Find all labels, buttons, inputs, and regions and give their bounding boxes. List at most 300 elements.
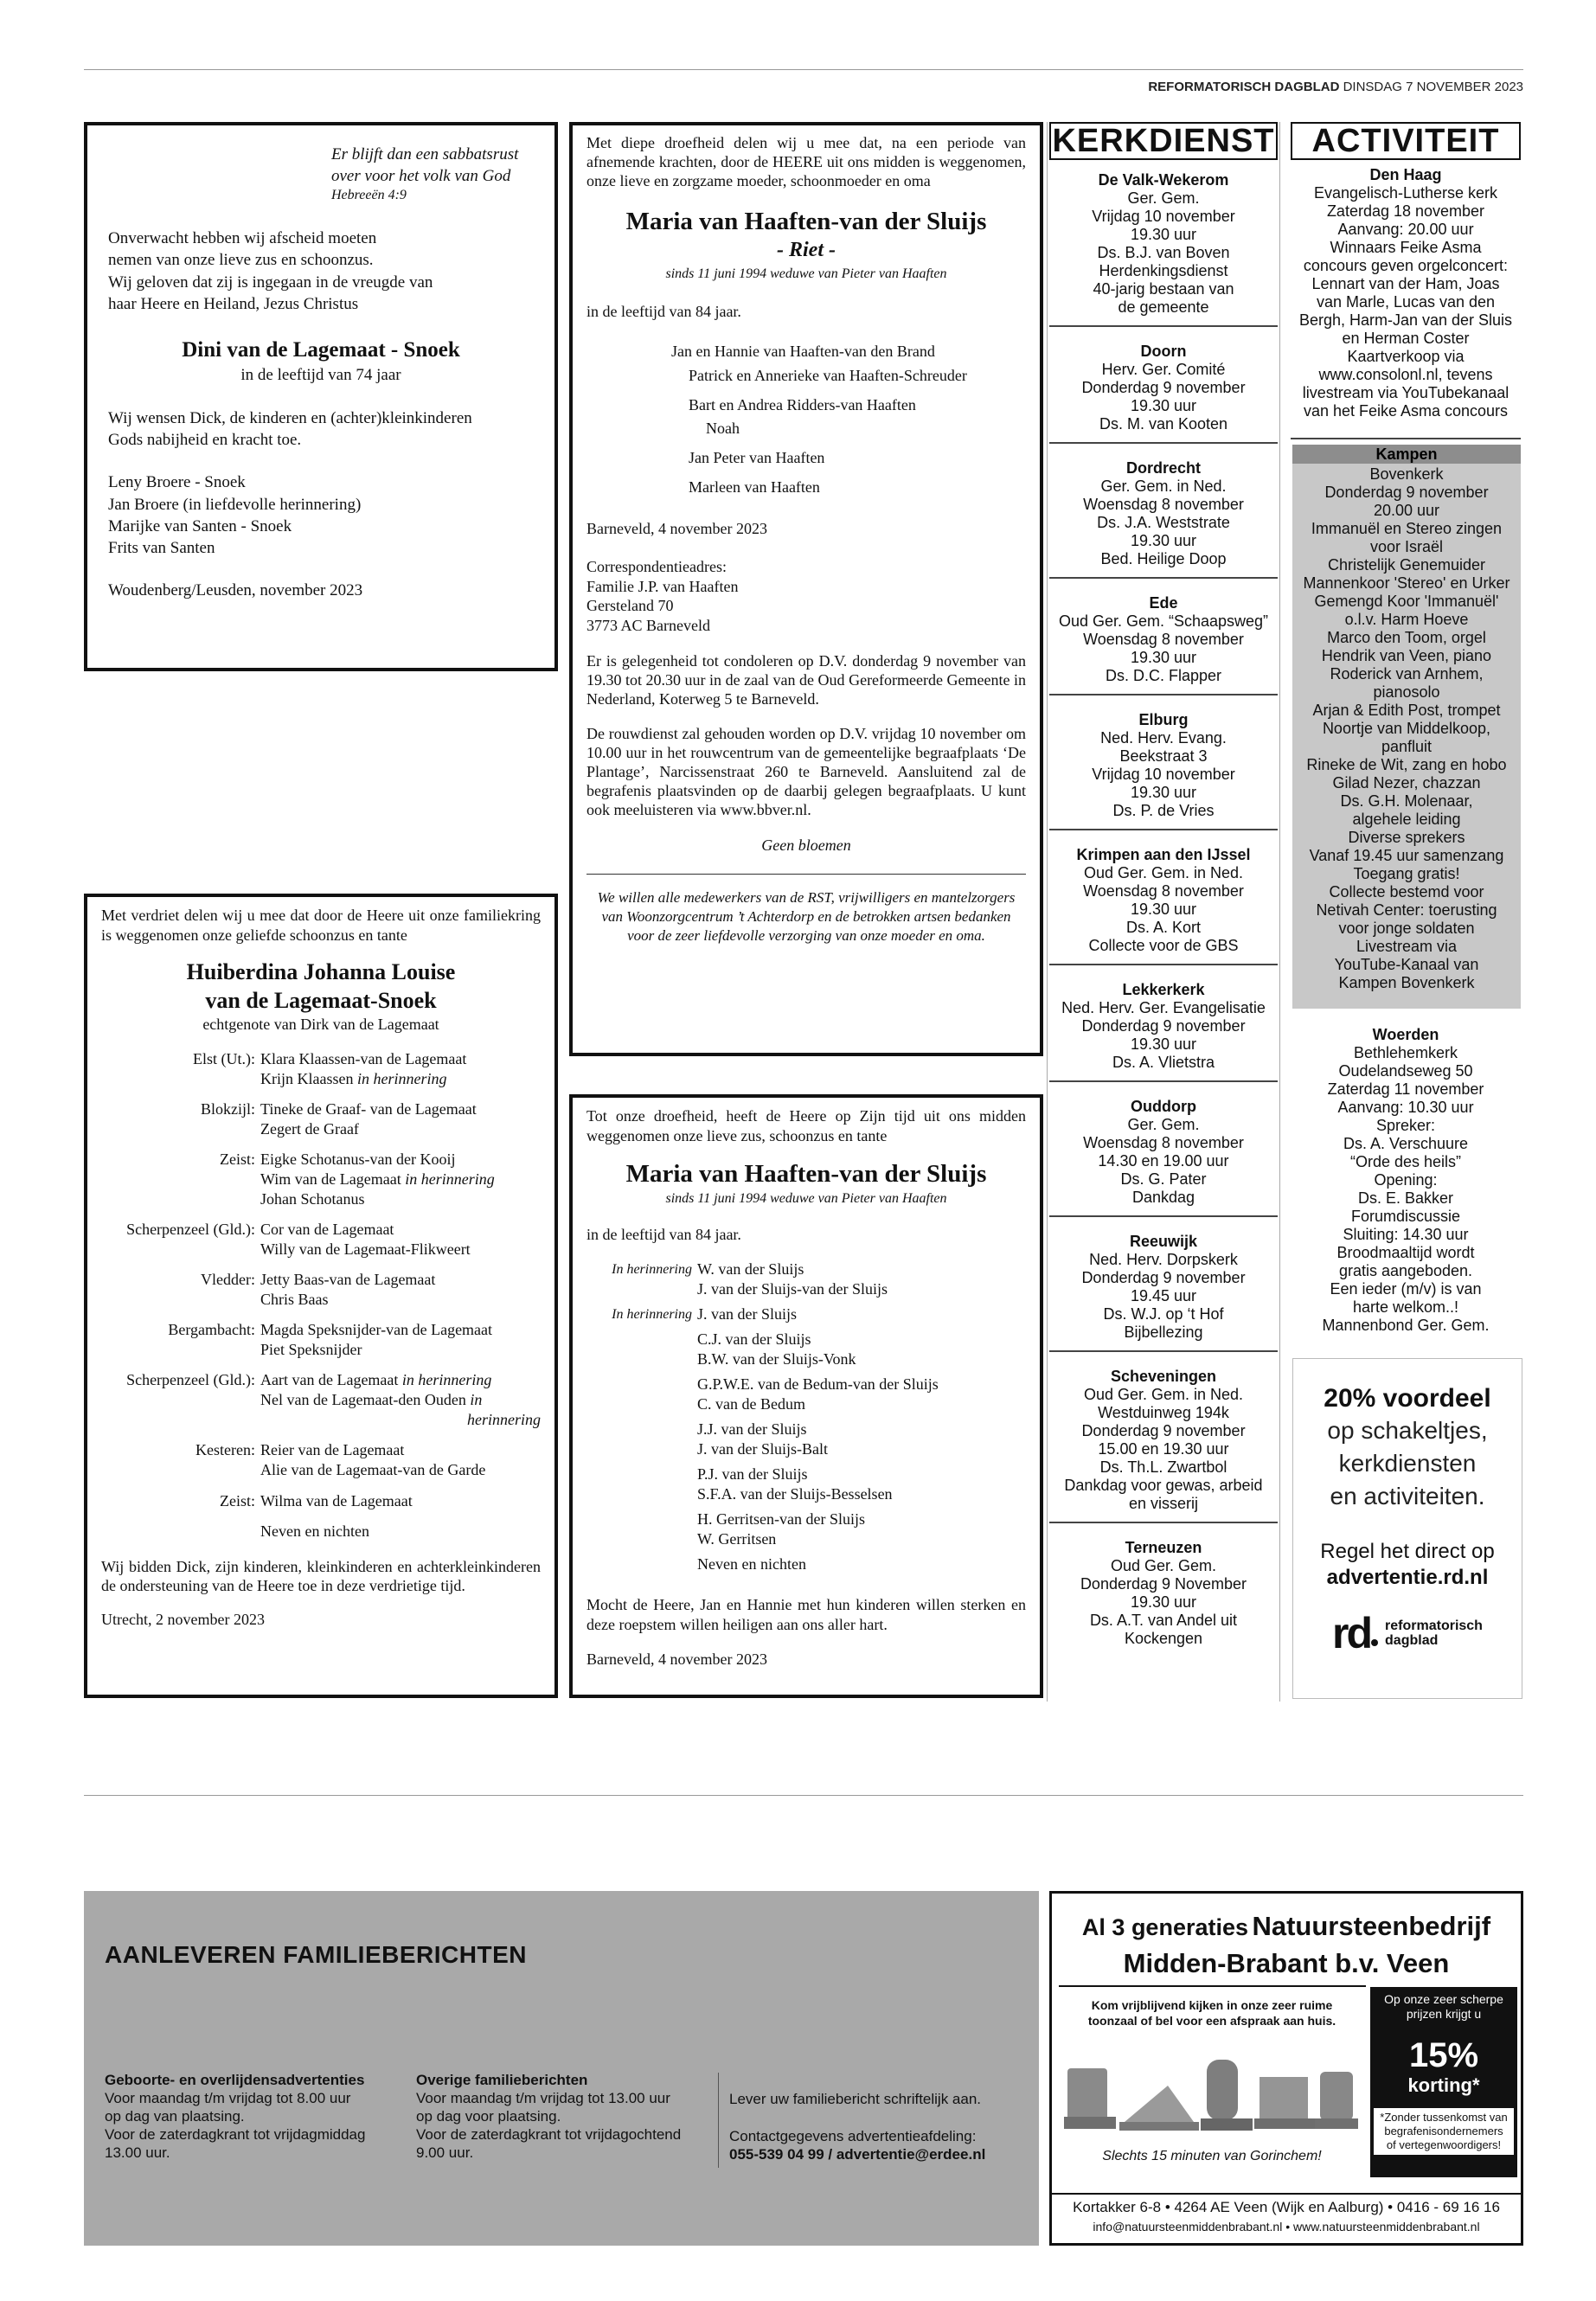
intro-line: Wij geloven dat zij is ingegaan in de vreugde van <box>108 272 433 292</box>
address-line: Familie J.P. van Haaften <box>586 577 739 595</box>
remembrance-label <box>586 1554 697 1574</box>
discount-percent: 15% <box>1408 2036 1479 2074</box>
headstone-base <box>1201 2118 1253 2131</box>
sibling-people <box>697 1375 1026 1414</box>
activity-line: Winnaars Feike Asma <box>1330 239 1482 256</box>
church-service <box>1049 343 1278 433</box>
intro-text: Met diepe droefheid delen wij u mee dat, na een periode van afnemende krachten, door de HEERE uit ons midden is weggenomen, onze lieve en zorgzame moeder, schoonmoeder en oma <box>586 134 1026 189</box>
service-line: Ds. M. van Kooten <box>1099 415 1228 433</box>
ad-invite: Kom vrijblijvend kijken in onze zeer ruime <box>1091 1998 1333 2012</box>
promo-line: kerkdiensten <box>1338 1450 1477 1477</box>
service-line: Ned. Herv. Evang. <box>1100 729 1227 747</box>
service-place: Elburg <box>1138 711 1189 728</box>
service-line: Woensdag 8 november <box>1083 631 1244 648</box>
intro-text: Tot onze droefheid, heeft de Heere op Zijn tijd uit ons midden weggenomen onze lieve zus, schoonzus en tante <box>586 1107 1026 1144</box>
service-line: Donderdag 9 november <box>1081 1269 1246 1286</box>
section-rule <box>84 1795 1523 1796</box>
service-line: Westduinweg 194k <box>1098 1404 1229 1421</box>
sibling-name: C.J. van der Sluijs <box>697 1330 811 1349</box>
discount-panel <box>1370 1987 1517 2177</box>
col-line: Contactgegevens advertentieafdeling: <box>729 2128 977 2144</box>
activity-line: Roderick van Arnhem, <box>1330 665 1484 683</box>
service-line: Ds. B.J. van Boven <box>1097 244 1230 261</box>
activity-place: Kampen <box>1375 445 1438 463</box>
family-row <box>101 1491 541 1511</box>
col-line: Voor de zaterdagkrant tot vrijdagochtend <box>416 2126 682 2143</box>
family-row <box>101 1049 541 1089</box>
service-place: Reeuwijk <box>1129 1233 1198 1250</box>
service-line: Vrijdag 10 november <box>1092 766 1235 783</box>
activity-line: Aanvang: 10.30 uur <box>1337 1099 1474 1116</box>
activity-line: panfluit <box>1381 738 1433 755</box>
place-date: Woudenberg/Leusden, november 2023 <box>108 581 363 600</box>
family-member: Magda Speksnijder-van de Lagemaat <box>260 1321 493 1339</box>
church-service <box>1049 711 1278 820</box>
remembrance-note: in herinnering <box>401 1371 492 1389</box>
service-line: 19.30 uur <box>1130 1593 1197 1611</box>
activity-line: o.l.v. Harm Hoeve <box>1344 611 1469 628</box>
family-member: Alie van de Lagemaat-van de Garde <box>260 1461 486 1479</box>
sibling-name: J. van der Sluijs-Balt <box>697 1440 828 1458</box>
deceased-age: in de leeftijd van 74 jaar <box>240 366 401 385</box>
service-line: 19.30 uur <box>1130 1035 1197 1053</box>
sibling-group <box>586 1375 1026 1414</box>
entry-divider <box>1049 1350 1278 1352</box>
family-member: Johan Schotanus <box>260 1190 365 1208</box>
sibling-group <box>586 1330 1026 1369</box>
remembrance-note: in <box>470 1391 483 1409</box>
family-member: Marleen van Haaften <box>689 478 820 497</box>
service-line: Donderdag 9 november <box>1081 379 1246 396</box>
family-list <box>101 1049 541 1541</box>
entry-divider <box>1049 1522 1278 1523</box>
entry-divider <box>1049 577 1278 579</box>
activity-place: Woerden <box>1372 1026 1439 1043</box>
activity-line: Sluiting: 14.30 uur <box>1343 1226 1469 1243</box>
service-line: Dankdag voor gewas, arbeid <box>1064 1477 1263 1494</box>
quote-ref: Hebreeën 4:9 <box>331 188 407 203</box>
church-service <box>1049 171 1278 317</box>
activity-line: Mannenbond Ger. Gem. <box>1322 1317 1490 1334</box>
activity-line: Vanaf 19.45 uur samenzang <box>1309 847 1504 864</box>
sibling-people <box>697 1420 1026 1459</box>
place-date: Utrecht, 2 november 2023 <box>101 1610 265 1628</box>
sibling-people <box>697 1465 1026 1504</box>
service-line: 19.45 uur <box>1130 1287 1197 1304</box>
family-member: Tineke de Graaf- van de Lagemaat <box>260 1100 477 1118</box>
entry-divider <box>1049 325 1278 327</box>
obituary-maria-siblings <box>569 1094 1043 1698</box>
family-member: Nel van de Lagemaat-den Ouden in <box>260 1391 483 1409</box>
masthead <box>1148 80 1523 94</box>
discount-note: begrafenisondernemers <box>1384 2125 1503 2138</box>
ad-headline: Al 3 generaties <box>1081 1914 1249 1940</box>
activity-line: Opening: <box>1374 1171 1438 1189</box>
activiteit-title: ACTIVITEIT <box>1311 123 1500 159</box>
activity-line: Bovenkerk <box>1369 465 1444 483</box>
activity-line: Immanuël en Stereo zingen <box>1311 520 1503 537</box>
family-people <box>260 1320 541 1360</box>
service-line: Donderdag 9 november <box>1081 1017 1246 1035</box>
family-row <box>101 1099 541 1139</box>
family-people <box>260 1491 541 1511</box>
promo-box[interactable] <box>1292 1358 1522 1699</box>
sibling-name: W. Gerritsen <box>697 1530 777 1548</box>
family-member: Wim van de Lagemaat in herinnering <box>260 1170 495 1189</box>
service-line: Oud Ger. Gem. in Ned. <box>1083 864 1244 881</box>
activity-line: Noortje van Middelkoop, <box>1322 720 1491 737</box>
activity-line: Mannenkoor 'Stereo' en Urker <box>1303 574 1510 592</box>
sibling-people <box>697 1330 1026 1369</box>
activity-line: voor jonge soldaten <box>1338 920 1475 937</box>
family-people <box>260 1370 541 1430</box>
family-row <box>101 1440 541 1480</box>
family-location: Zeist: <box>220 1491 255 1509</box>
family-member: Leny Broere - Snoek <box>108 473 246 492</box>
promo-line: op schakeltjes, <box>1327 1417 1488 1444</box>
promo-headline: 20% voordeel <box>1324 1384 1491 1413</box>
headstone-base <box>1119 2122 1199 2131</box>
promo-url[interactable]: advertentie.rd.nl <box>1326 1566 1489 1589</box>
activity-line: Spreker: <box>1375 1117 1436 1134</box>
family-member: Reier van de Lagemaat <box>260 1441 405 1459</box>
sibling-people <box>697 1304 1026 1324</box>
headstone-shape <box>1125 2086 1194 2122</box>
family-people <box>260 1522 541 1541</box>
column-divider <box>1279 122 1280 1702</box>
remembrance-label <box>586 1509 697 1549</box>
headstone-base <box>1254 2118 1315 2129</box>
deceased-name: Maria van Haaften-van der Sluijs <box>625 207 987 235</box>
service-line: Ds. P. de Vries <box>1112 802 1215 819</box>
age-line: in de leeftijd van 84 jaar. <box>586 1226 741 1244</box>
service-line: Woensdag 8 november <box>1083 496 1244 513</box>
col-divider <box>718 2073 719 2168</box>
family-people <box>260 1440 541 1480</box>
wish-line: Wij wensen Dick, de kinderen en (achter)kleinkinderen <box>108 408 472 427</box>
service-place: De Valk-Wekerom <box>1098 171 1229 189</box>
service-place: Ouddorp <box>1131 1098 1196 1115</box>
sibling-group <box>586 1420 1026 1459</box>
address-line: 3773 AC Barneveld <box>586 616 710 634</box>
family-member: Frits van Santen <box>108 539 215 558</box>
activity-line: Een ieder (m/v) is van <box>1330 1280 1482 1298</box>
service-line: Oud Ger. Gem. in Ned. <box>1083 1386 1244 1403</box>
col-line: 9.00 uur. <box>416 2144 474 2161</box>
sibling-group <box>586 1554 1026 1574</box>
obituary-dini <box>84 122 558 671</box>
spouse-line: echtgenote van Dirk van de Lagemaat <box>202 1016 439 1033</box>
family-member: Noah <box>706 420 740 438</box>
activity-kampen-header <box>1292 445 1521 464</box>
service-line: Ned. Herv. Dorpskerk <box>1089 1251 1238 1268</box>
activity-line: Gilad Nezer, chazzan <box>1332 774 1481 792</box>
family-member: Jan Peter van Haaften <box>689 449 825 467</box>
service-line: 19.30 uur <box>1130 784 1197 801</box>
remembrance-note: in herinnering <box>405 1170 495 1189</box>
thanks-text: We willen alle medewerkers van de RST, vrijwilligers en mantelzorgers van Woonzorgcentrum ’t Achterdorp en de betrokken artsen bedanken voor de zeer liefdevolle verzorging van onze moeder en oma. <box>597 888 1016 944</box>
rd-logo-mark: rd <box>1332 1609 1371 1657</box>
headstones-illustration <box>1064 2042 1358 2138</box>
ad-company: Midden-Brabant b.v. Veen <box>1123 1948 1450 1978</box>
activity-place: Den Haag <box>1369 166 1442 183</box>
service-line: Beekstraat 3 <box>1119 747 1208 765</box>
activity-line: Ds. A. Verschuure <box>1343 1135 1469 1152</box>
ad-address: Kortakker 6-8 • 4264 AE Veen (Wijk en Aalburg) • 0416 - 69 16 16 <box>1073 2199 1500 2215</box>
headstone-shape <box>1067 2068 1107 2120</box>
family-member: Willy van de Lagemaat-Flikweert <box>260 1240 471 1259</box>
family-people <box>260 1220 541 1259</box>
remembrance-label <box>586 1375 697 1414</box>
col-line: Voor maandag t/m vrijdag tot 13.00 uur <box>416 2090 670 2106</box>
remembrance-label: In herinnering <box>612 1262 692 1277</box>
activity-line: Ds. G.H. Molenaar, <box>1340 792 1473 810</box>
kerkdienst-title: KERKDIENST <box>1052 123 1275 159</box>
promo-line: en activiteiten. <box>1330 1483 1485 1509</box>
service-line: Bijbellezing <box>1124 1324 1203 1341</box>
service-line: Ger. Gem. <box>1127 189 1200 207</box>
headstone-base <box>1315 2118 1358 2129</box>
service-place: Scheveningen <box>1110 1368 1217 1385</box>
age-line: in de leeftijd van 84 jaar. <box>586 302 741 320</box>
service-line: Herdenkingsdienst <box>1099 262 1228 279</box>
service-line: Ger. Gem. in Ned. <box>1100 478 1227 495</box>
church-service <box>1049 1368 1278 1513</box>
col-line: Lever uw familiebericht schriftelijk aan. <box>729 2091 982 2107</box>
activity-line: Bethlehemkerk <box>1353 1044 1458 1061</box>
activity-line: Gemengd Koor 'Immanuël' <box>1314 593 1499 610</box>
place-date: Barneveld, 4 november 2023 <box>586 1650 767 1669</box>
service-place: Ede <box>1149 594 1178 612</box>
entry-divider <box>1291 438 1521 439</box>
family-location: Scherpenzeel (Gld.): <box>126 1221 255 1239</box>
widow-line: sinds 11 juni 1994 weduwe van Pieter van Haaften <box>665 266 947 281</box>
sibling-name: W. van der Sluijs <box>697 1260 804 1278</box>
family-member: Marijke van Santen - Snoek <box>108 516 292 535</box>
activity-line: Toegang gratis! <box>1353 865 1460 882</box>
ad-divider <box>1052 2193 1521 2195</box>
sibling-group <box>586 1465 1026 1504</box>
activity-line: Kampen Bovenkerk <box>1338 974 1475 991</box>
service-line: 19.30 uur <box>1130 901 1197 918</box>
church-service <box>1049 459 1278 568</box>
activity-line: Ds. E. Bakker <box>1357 1189 1454 1207</box>
headstone-shape <box>1259 2077 1308 2120</box>
wish-line: Gods nabijheid en kracht toe. <box>108 431 302 450</box>
activity-line: YouTube-Kanaal van <box>1334 956 1479 973</box>
church-service <box>1049 1233 1278 1342</box>
activity-line: Evangelisch-Lutherse kerk <box>1313 184 1498 202</box>
remembrance-note: herinnering <box>467 1411 541 1429</box>
family-location: Kesteren: <box>195 1441 255 1459</box>
family-member: Cor van de Lagemaat <box>260 1221 394 1239</box>
church-service <box>1049 1098 1278 1207</box>
deceased-name: Maria van Haaften-van der Sluijs <box>625 1160 987 1188</box>
remembrance-label <box>586 1465 697 1504</box>
activity-line: voor Israël <box>1369 538 1444 555</box>
quote-line: over voor het volk van God <box>331 166 511 185</box>
family-people <box>260 1270 541 1310</box>
ad-invite: toonzaal of bel voor een afspraak aan huis. <box>1087 2014 1336 2028</box>
deceased-name-line2: van de Lagemaat-Snoek <box>205 987 437 1013</box>
activity-line: Hendrik van Veen, piano <box>1321 647 1492 664</box>
service-line: Ds. W.J. op ‘t Hof <box>1103 1305 1224 1323</box>
service-line: 19.30 uur <box>1130 532 1197 549</box>
family-member: Patrick en Annerieke van Haaften-Schreuder <box>689 366 967 384</box>
remembrance-label <box>586 1330 697 1369</box>
service-place: Krimpen aan den IJssel <box>1076 846 1251 863</box>
family-row <box>101 1270 541 1310</box>
offer-line: prijzen krijgt u <box>1406 2007 1482 2021</box>
service-line: 14.30 en 19.00 uur <box>1098 1152 1229 1170</box>
family-location: Blokzijl: <box>201 1100 255 1118</box>
family-member: Jan Broere (in liefdevolle herinnering) <box>108 495 362 514</box>
sibling-group <box>586 1509 1026 1549</box>
family-member: Klara Klaassen-van de Lagemaat <box>260 1049 467 1067</box>
no-flowers: Geen bloemen <box>761 836 851 854</box>
activity-line: www.consolonl.nl, tevens <box>1318 366 1493 383</box>
activity-line: Netivah Center: toerusting <box>1316 901 1497 919</box>
remembrance-note: in herinnering <box>356 1069 447 1087</box>
service-line: Oud Ger. Gem. <box>1110 1557 1217 1574</box>
place-date: Barneveld, 4 november 2023 <box>586 520 767 538</box>
sibling-name: G.P.W.E. van de Bedum-van der Sluijs <box>697 1375 939 1394</box>
service-place: Terneuzen <box>1125 1539 1202 1556</box>
masthead-date: DINSDAG 7 NOVEMBER 2023 <box>1343 80 1523 94</box>
activity-line: Forumdiscussie <box>1350 1208 1461 1225</box>
sibling-people <box>697 1509 1026 1549</box>
sibling-name: J. van der Sluijs-van der Sluijs <box>697 1280 888 1298</box>
col-line: Voor de zaterdagkrant tot vrijdagmiddag <box>105 2126 366 2143</box>
rd-logo-text: reformatorisch <box>1385 1618 1483 1633</box>
service-line: Oud Ger. Gem. “Schaapsweg” <box>1058 612 1269 630</box>
col-line: 13.00 uur. <box>105 2144 170 2161</box>
service-line: Donderdag 9 november <box>1081 1422 1246 1439</box>
widow-line: sinds 11 juni 1994 weduwe van Pieter van Haaften <box>665 1190 947 1206</box>
contact-line[interactable]: 055-539 04 99 / advertentie@erdee.nl <box>729 2146 986 2163</box>
service-line: Kockengen <box>1124 1630 1203 1647</box>
remembrance-label <box>586 1420 697 1459</box>
col-line: Voor maandag t/m vrijdag tot 8.00 uur <box>105 2090 351 2106</box>
service-line: Ds. A.T. van Andel uit <box>1089 1612 1238 1629</box>
entry-divider <box>1049 694 1278 695</box>
family-member: Wilma van de Lagemaat <box>260 1491 413 1509</box>
activity-line: van Marle, Lucas van den <box>1316 293 1496 311</box>
family-location: Zeist: <box>220 1150 255 1169</box>
obituary-huiberdina <box>84 894 558 1698</box>
activity-line: livestream via YouTubekanaal <box>1302 384 1509 401</box>
activity-line: gratis aangeboden. <box>1338 1262 1473 1279</box>
aanleveren-title: AANLEVEREN FAMILIEBERICHTEN <box>105 1941 527 1968</box>
obituary-maria-family <box>569 122 1043 1056</box>
activity-line: Zaterdag 11 november <box>1327 1080 1484 1098</box>
column-divider <box>1047 122 1048 1702</box>
family-member: Aart van de Lagemaat in herinnering <box>260 1371 492 1389</box>
entry-divider <box>1049 1080 1278 1082</box>
masthead-paper: REFORMATORISCH DAGBLAD <box>1148 80 1340 94</box>
activity-line: 20.00 uur <box>1373 502 1440 519</box>
service-line: 15.00 en 19.30 uur <box>1098 1440 1229 1458</box>
service-line: Ds. A. Kort <box>1125 919 1202 936</box>
quote-line: Er blijft dan een sabbatsrust <box>331 145 519 163</box>
dot-icon <box>1371 1639 1378 1646</box>
family-location: Bergambacht: <box>168 1321 255 1339</box>
aanleveren-block <box>84 1891 1039 2246</box>
activity-line: van het Feike Asma concours <box>1303 402 1509 420</box>
activity-line: Livestream via <box>1356 938 1458 955</box>
activity-line: Christelijk Genemuider <box>1327 556 1486 574</box>
divider <box>586 874 1026 875</box>
address-line: Correspondentieadres: <box>586 558 727 576</box>
service-place: Dordrecht <box>1125 459 1201 477</box>
activity-line: Aanvang: 20.00 uur <box>1337 221 1474 238</box>
family-location <box>101 1522 260 1541</box>
ad-distance: Slechts 15 minuten van Gorinchem! <box>1102 2149 1322 2163</box>
wish-text: Mocht de Heere, Jan en Hannie met hun kinderen willen sterken en deze roepstem willen heiligen aan ons aller hart. <box>586 1596 1026 1633</box>
family-location: Elst (Ut.): <box>193 1049 255 1067</box>
church-service <box>1049 981 1278 1072</box>
activity-line: Bergh, Harm-Jan van der Sluis <box>1298 311 1513 329</box>
service-line: Collecte voor de GBS <box>1088 937 1239 954</box>
condolence-text: Er is gelegenheid tot condoleren op D.V. donderdag 9 november van 19.30 tot 20.30 uur in de zaal van de Oud Gereformeerde Gemeente in Nederland, Koterweg 5 te Barneveld. <box>586 652 1026 708</box>
family-people <box>260 1099 541 1139</box>
service-line: en visserij <box>1128 1495 1199 1512</box>
family-row <box>101 1320 541 1360</box>
activity-line: pianosolo <box>1373 683 1440 701</box>
family-people <box>260 1049 541 1089</box>
ad-headline: Natuursteenbedrijf <box>1252 1911 1491 1941</box>
rd-logo-text: dagblad <box>1385 1633 1439 1648</box>
family-member: Jetty Baas-van de Lagemaat <box>260 1271 436 1289</box>
entry-divider <box>1049 1215 1278 1217</box>
family-people <box>260 1150 541 1209</box>
church-service <box>1049 846 1278 955</box>
discount-note: *Zonder tussenkomst van <box>1380 2111 1508 2124</box>
service-line: de gemeente <box>1118 298 1209 316</box>
intro-line: haar Heere en Heiland, Jezus Christus <box>108 294 359 313</box>
ad-website[interactable]: info@natuursteenmiddenbrabant.nl • www.natuursteenmiddenbrabant.nl <box>1093 2220 1480 2234</box>
discount-note: of vertegenwoordigers! <box>1386 2138 1502 2151</box>
service-line: Ned. Herv. Ger. Evangelisatie <box>1061 999 1266 1016</box>
service-line: 19.30 uur <box>1130 397 1197 414</box>
family-member: Bart en Andrea Ridders-van Haaften <box>689 395 916 413</box>
activity-line: Arjan & Edith Post, trompet <box>1312 702 1501 719</box>
intro-line: Onverwacht hebben wij afscheid moeten <box>108 229 377 248</box>
remembrance-label: In herinnering <box>612 1307 692 1323</box>
activity-line: algehele leiding <box>1352 811 1461 828</box>
family-location: Scherpenzeel (Gld.): <box>126 1371 255 1389</box>
family-member: Jan en Hannie van Haaften-van den Brand <box>671 342 935 360</box>
ad-divider <box>1059 1985 1366 1987</box>
intro-line: nemen van onze lieve zus en schoonzus. <box>108 251 374 270</box>
sibling-name: C. van de Bedum <box>697 1395 805 1413</box>
intro-text: Met verdriet delen wij u mee dat door de Heere uit onze familiekring is weggenomen onze geliefde schoonzus en tante <box>101 907 541 944</box>
nickname: - Riet - <box>777 238 836 261</box>
sibling-name: B.W. van der Sluijs-Vonk <box>697 1350 856 1368</box>
deceased-name: Dini van de Lagemaat - Snoek <box>182 338 460 362</box>
kerkdienst-header <box>1049 122 1278 160</box>
sibling-name: J. van der Sluijs <box>697 1305 797 1324</box>
activity-line: Diverse sprekers <box>1348 829 1465 846</box>
activity-denhaag <box>1291 166 1521 420</box>
sibling-people <box>697 1554 1026 1574</box>
natuursteen-ad[interactable] <box>1049 1891 1523 2246</box>
service-place: Lekkerkerk <box>1122 981 1205 998</box>
activity-line: Lennart van der Ham, Joas <box>1311 275 1500 292</box>
col-heading: Geboorte- en overlijdensadvertenties <box>105 2072 365 2088</box>
service-line: Ds. J.A. Weststrate <box>1097 514 1230 531</box>
deceased-name-line1: Huiberdina Johanna Louise <box>186 959 456 984</box>
